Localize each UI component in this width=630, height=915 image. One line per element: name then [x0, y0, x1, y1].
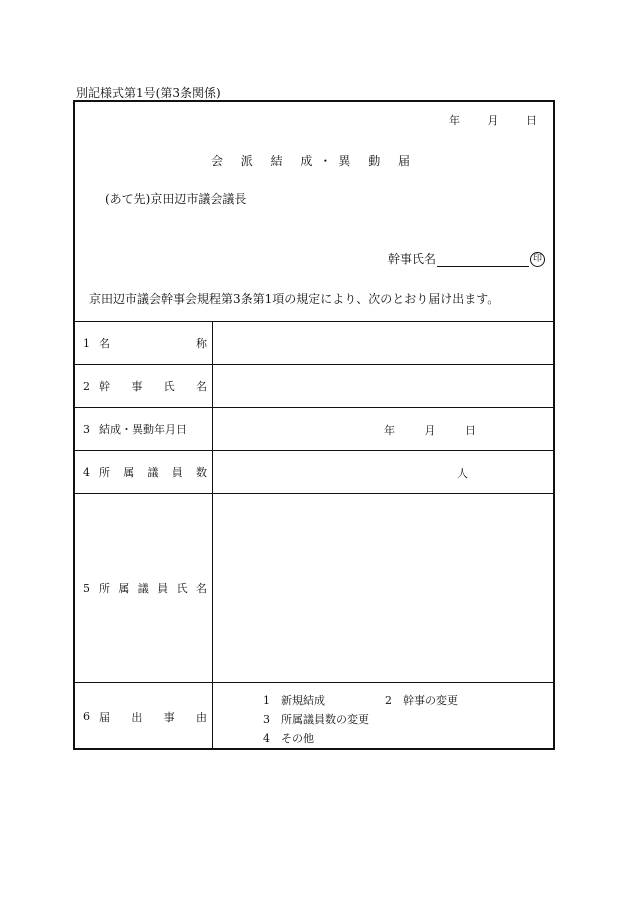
- form-title: 会 派 結 成・異 動 届: [210, 154, 418, 168]
- group-name-field[interactable]: [213, 322, 553, 364]
- secretary-name-field[interactable]: [213, 365, 553, 407]
- date-day: 日: [526, 114, 537, 127]
- table-row: [75, 493, 553, 682]
- row-label: [75, 494, 213, 682]
- option-number: 4: [263, 732, 270, 745]
- label-char: 所: [99, 466, 110, 479]
- row-label-text: [99, 464, 207, 480]
- label-char: 由: [195, 710, 207, 724]
- row-number: 5: [83, 581, 90, 595]
- signature-field[interactable]: [437, 253, 529, 267]
- table-row: [75, 450, 553, 493]
- reason-option-new[interactable]: [263, 691, 325, 710]
- row-label-text: [99, 421, 207, 437]
- row-label-text: [99, 580, 207, 596]
- table-row: [75, 682, 553, 750]
- row-label-text: [99, 335, 207, 351]
- option-number: 1: [263, 694, 270, 707]
- label-char: 議: [147, 466, 159, 479]
- row-label: [75, 408, 213, 450]
- label-char: 幹: [99, 380, 110, 393]
- date-month: 月: [424, 424, 436, 437]
- label-char: 称: [196, 337, 207, 350]
- member-count-unit: 人: [457, 467, 468, 480]
- signer-line: [388, 250, 545, 267]
- option-text: 幹事の変更: [403, 694, 458, 707]
- reason-option-other[interactable]: [263, 729, 314, 748]
- form-frame: [73, 100, 555, 750]
- row-label-text: [99, 709, 207, 725]
- label-char: 名: [195, 380, 207, 393]
- date-day: 日: [465, 424, 476, 437]
- change-date-value: [384, 422, 502, 438]
- date-month: 月: [487, 114, 499, 127]
- date-year: 年: [449, 114, 460, 127]
- label-char: 属: [118, 582, 130, 595]
- label-char: 所: [99, 582, 110, 595]
- table-row: [75, 321, 553, 364]
- option-number: 3: [263, 713, 270, 726]
- label-char: 結成・異動年月日: [99, 423, 187, 436]
- table-row: [75, 364, 553, 407]
- label-char: 数: [196, 466, 207, 479]
- reason-option-secretary-change[interactable]: [385, 691, 458, 710]
- row-label: [75, 451, 213, 493]
- form-table: [75, 321, 553, 750]
- option-text: 所属議員数の変更: [281, 713, 369, 726]
- row-number: 4: [83, 465, 90, 479]
- label-char: 名: [195, 582, 207, 595]
- form-header-area: [75, 102, 553, 321]
- label-char: 届: [99, 710, 110, 724]
- label-char: 出: [131, 710, 143, 724]
- addressee: (あて先)京田辺市議会議長: [105, 192, 247, 206]
- date-year: 年: [384, 424, 395, 437]
- label-char: 属: [123, 466, 135, 479]
- label-char: 名: [99, 337, 110, 350]
- table-row: [75, 407, 553, 450]
- label-char: 議: [137, 582, 149, 595]
- member-count-field[interactable]: [213, 451, 553, 493]
- row-label: [75, 365, 213, 407]
- label-char: 氏: [176, 582, 188, 595]
- reason-option-member-count-change[interactable]: [263, 710, 369, 729]
- statement-text: 京田辺市議会幹事会規程第3条第1項の規定により、次のとおり届け出ます。: [89, 292, 500, 306]
- row-label: [75, 322, 213, 364]
- reason-field: [213, 683, 553, 750]
- label-char: 事: [163, 710, 175, 724]
- reason-options: [263, 691, 458, 748]
- member-names-field[interactable]: [213, 494, 553, 682]
- row-number: 3: [83, 422, 90, 436]
- change-date-field[interactable]: [213, 408, 553, 450]
- submission-date: [425, 112, 537, 128]
- label-char: 事: [131, 380, 143, 393]
- option-number: 2: [385, 694, 392, 707]
- label-char: 員: [171, 466, 183, 479]
- form-number-label: 別記様式第1号(第3条関係): [76, 86, 221, 100]
- label-char: 員: [157, 582, 169, 595]
- label-char: 氏: [163, 380, 175, 393]
- row-label-text: [99, 378, 207, 394]
- option-text: その他: [281, 732, 314, 745]
- seal-mark: 印: [530, 252, 545, 267]
- row-number: 2: [83, 379, 90, 393]
- row-number: 6: [83, 710, 90, 723]
- row-number: 1: [83, 336, 90, 350]
- signer-label: 幹事氏名: [388, 252, 437, 266]
- option-text: 新規結成: [281, 694, 325, 707]
- row-label: [75, 683, 213, 750]
